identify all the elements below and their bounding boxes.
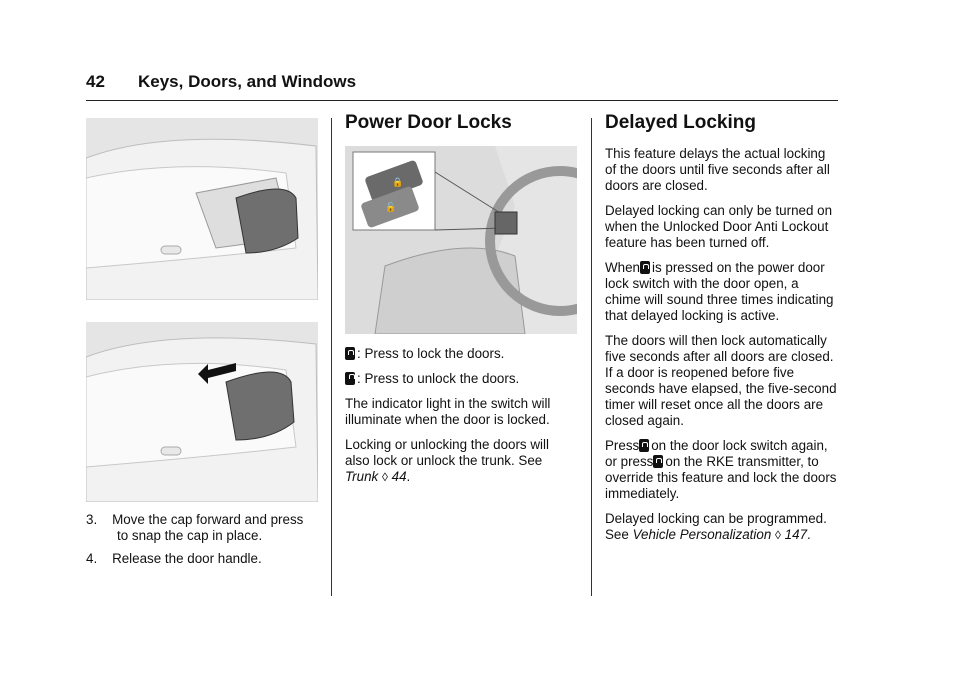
trunk-page-ref[interactable]: 44: [391, 469, 407, 484]
indicator-light-paragraph: The indicator light in the switch will illuminate when the door is locked.: [345, 396, 551, 427]
vehicle-personalization-page-ref[interactable]: 147: [784, 527, 808, 542]
column-divider-2: [591, 118, 592, 596]
lock-icon: [345, 347, 355, 360]
trunk-link[interactable]: Trunk: [345, 469, 379, 484]
door-handle-cap-illustration-1: [86, 118, 318, 300]
unlock-icon: [345, 372, 355, 385]
trunk-paragraph: Locking or unlocking the doors will also lock or unlock the trunk. See Trunk ◊ 44.: [345, 437, 549, 484]
column-1: [86, 118, 318, 574]
delayed-locking-heading: Delayed Locking: [605, 112, 756, 133]
delayed-locking-para-4: The doors will then lock automatically five seconds after all doors are closed. If a door is reopened before five seconds have elapsed, the five-second timer will reset once all the doors are closed again.: [605, 333, 837, 428]
lock-icon: [653, 455, 663, 468]
delayed-locking-para-6: Delayed locking can be programmed. See Vehicle Personalization ◊ 147.: [605, 511, 827, 542]
door-lock-switch-illustration: [345, 146, 577, 334]
instruction-steps: [86, 512, 318, 567]
lock-description: : Press to lock the doors.: [345, 346, 577, 362]
lock-icon: [639, 439, 649, 452]
page-ref-icon: ◊: [381, 470, 388, 484]
column-divider-1: [331, 118, 332, 596]
svg-text:🔓: 🔓: [385, 203, 397, 213]
delayed-locking-para-2: Delayed locking can only be turned on when the Unlocked Door Anti Lockout feature has been turned off.: [605, 203, 833, 250]
section-title: Keys, Doors, and Windows: [138, 72, 357, 91]
vehicle-personalization-link[interactable]: Vehicle Personalization: [632, 527, 772, 542]
power-door-locks-heading: Power Door Locks: [345, 112, 512, 133]
step-3: 3. Move the cap forward and press to snap the cap in place.: [86, 512, 304, 543]
step-4: 4. Release the door handle.: [86, 551, 262, 566]
delayed-locking-para-5: Press on the door lock switch again, or press on the RKE transmitter, to override this feature and lock the doors immediately.: [605, 438, 837, 501]
page-header: [86, 70, 838, 101]
delayed-locking-para-3: When is pressed on the power door lock switch with the door open, a chime will sound three times indicating that delayed locking is active.: [605, 260, 834, 323]
column-2: [345, 112, 577, 494]
page-number: 42: [86, 72, 105, 91]
lock-icon: [640, 261, 650, 274]
svg-text:🔒: 🔒: [392, 178, 404, 188]
page-ref-icon: ◊: [775, 528, 781, 542]
door-handle-cap-illustration-2: [86, 322, 318, 502]
unlock-description: : Press to unlock the doors.: [345, 371, 577, 387]
column-3: [605, 112, 837, 552]
delayed-locking-para-1: This feature delays the actual locking of the doors until five seconds after all doors are closed.: [605, 146, 830, 193]
